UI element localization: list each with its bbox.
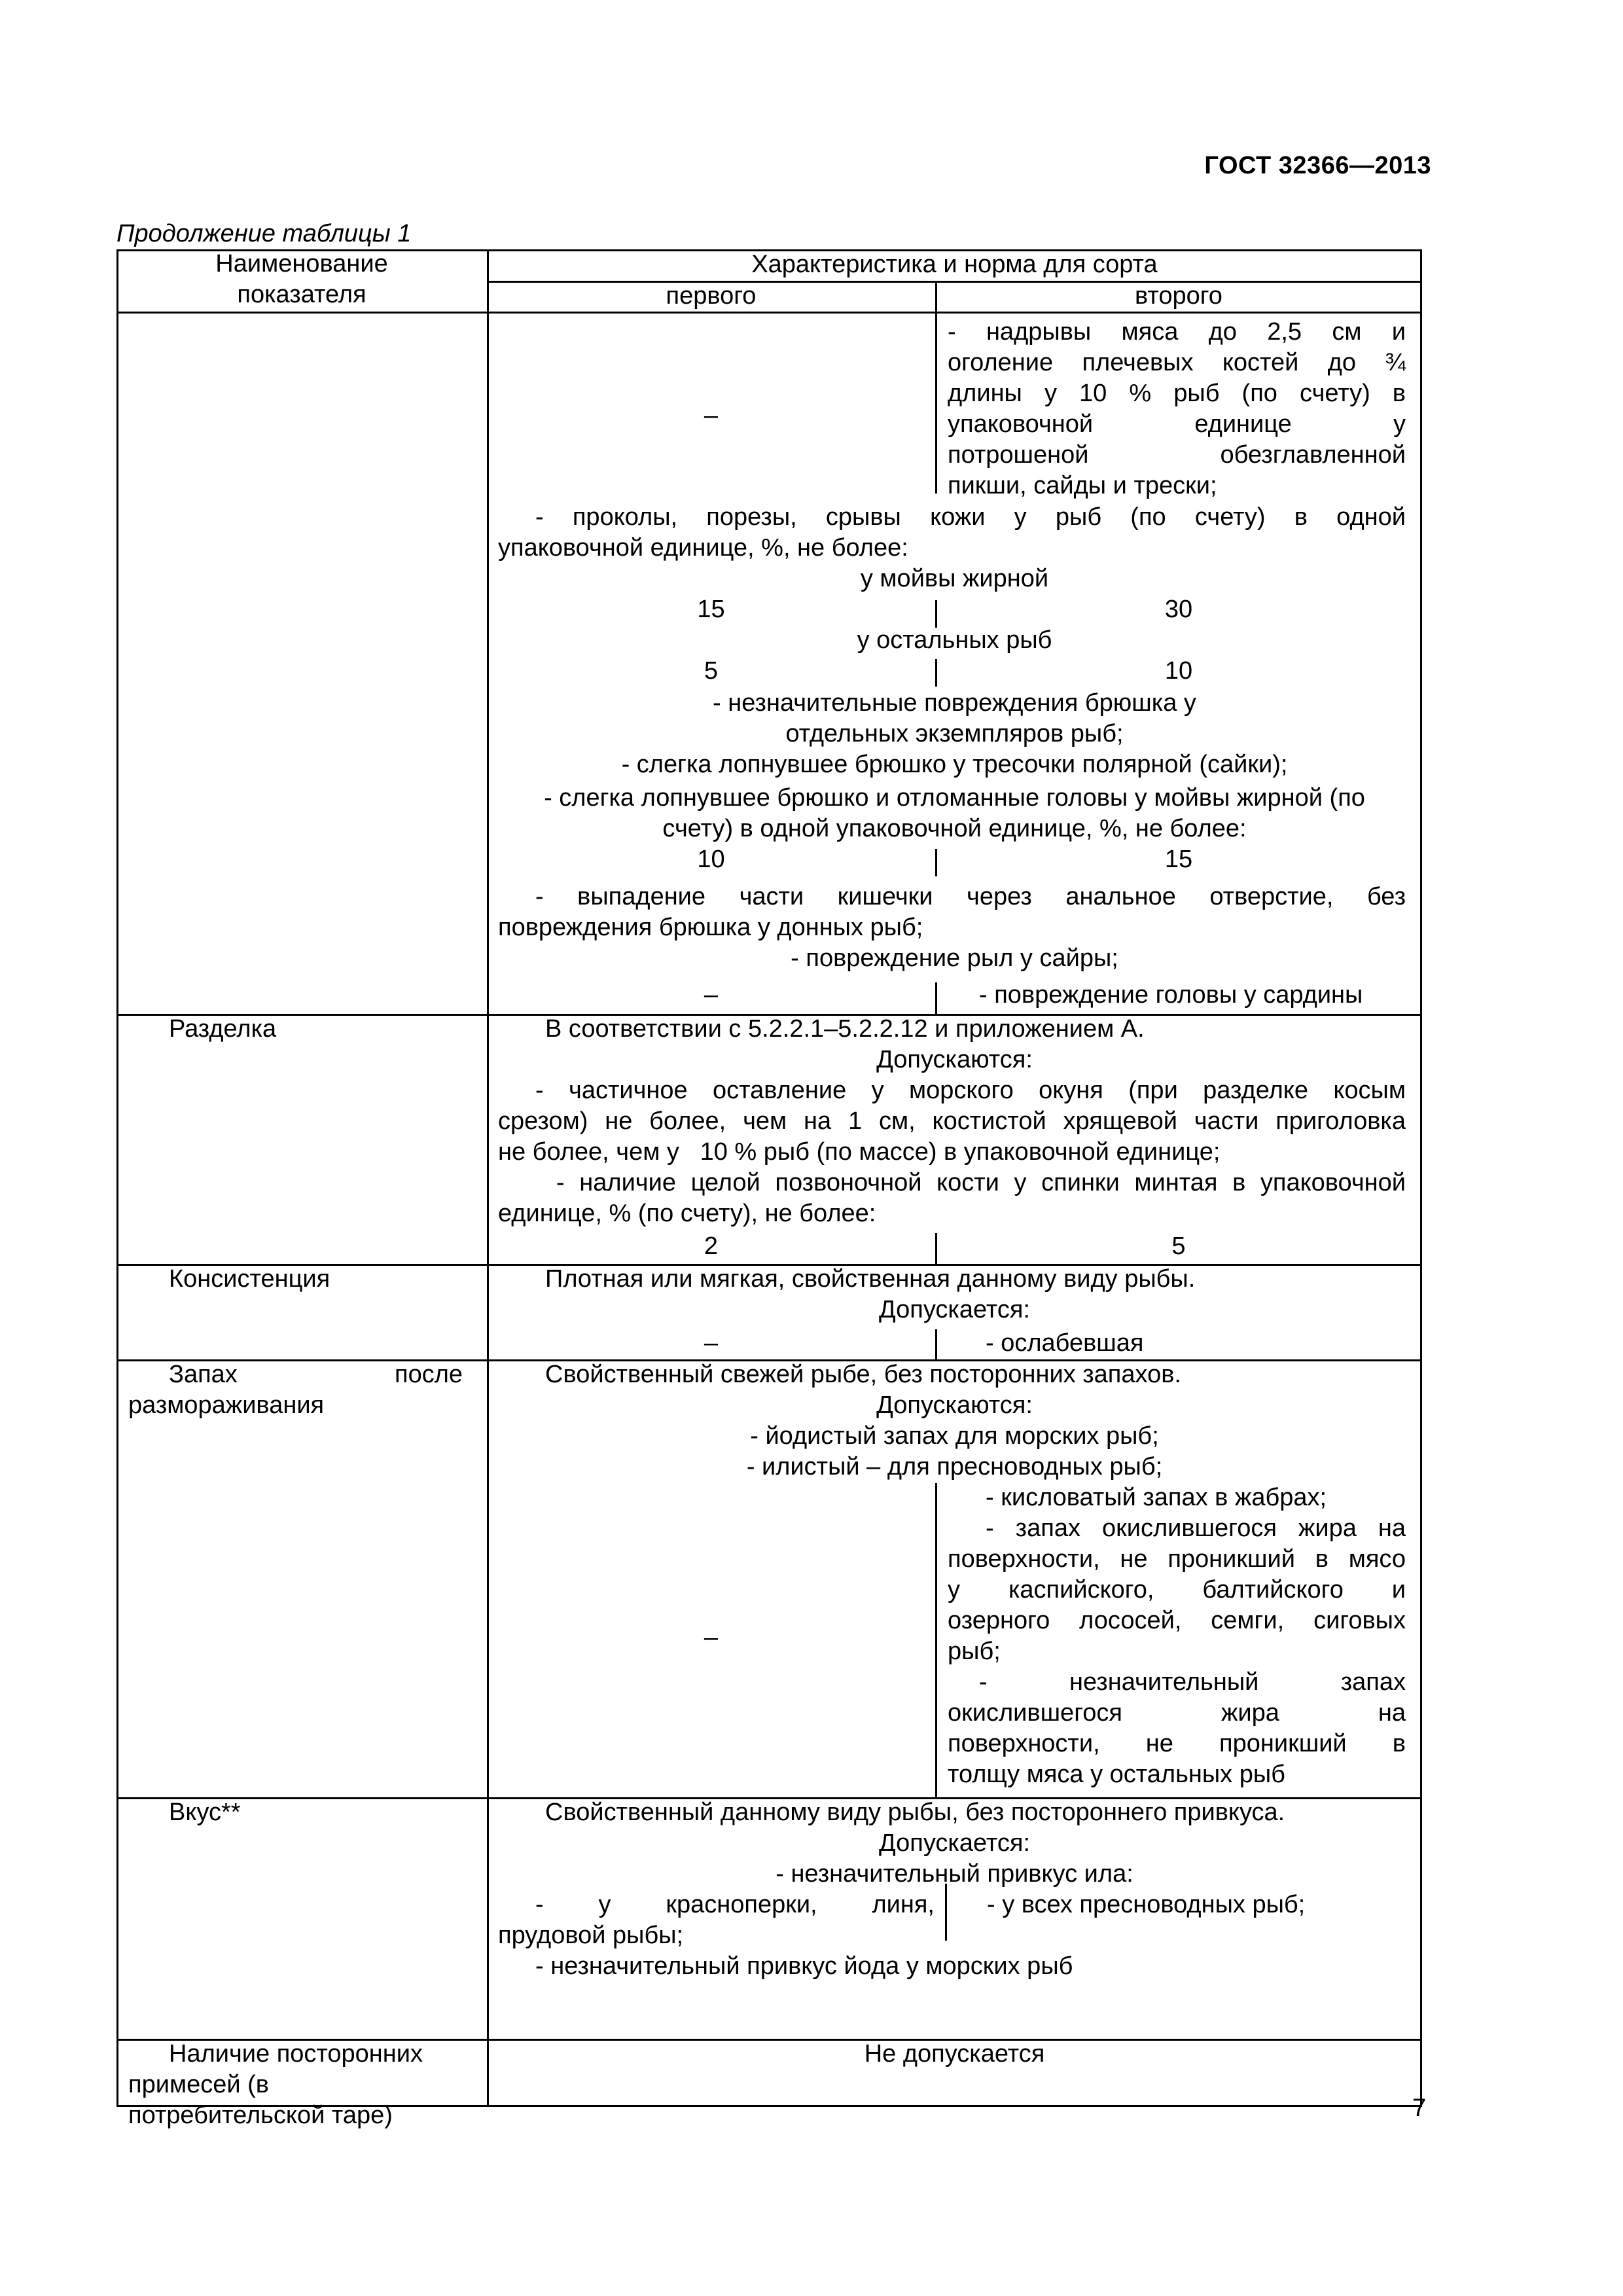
indicator-name: после	[395, 1361, 463, 1388]
requirement-text: Свойственный свежей рыбе, без посторонних запахов.	[545, 1361, 1181, 1388]
indicator-name: потребительской таре)	[128, 2102, 393, 2129]
first-sort-value: 10	[697, 846, 725, 873]
header-sort-group: Характеристика и норма для сорта	[751, 251, 1158, 278]
requirement-text: - выпадение части кишечки через анальное отверстие, без	[535, 883, 1406, 910]
first-sort-value: –	[704, 981, 719, 1009]
requirement-text: - йодистый запах для морских рыб;	[750, 1422, 1159, 1450]
requirement-text: Допускается:	[878, 1829, 1031, 1857]
table-border-left	[116, 249, 118, 2107]
header-second-sort: второго	[1135, 282, 1222, 310]
second-sort-value: 10	[1164, 657, 1193, 685]
header-indicator-name: показателя	[237, 281, 366, 308]
second-sort-text: озерного лососей, семги, сиговых	[948, 1607, 1406, 1634]
second-sort-text: - надрывы мяса до 2,5 см и	[948, 318, 1406, 346]
header-first-sort: первого	[666, 282, 757, 310]
sort-divider	[935, 1329, 937, 1359]
second-sort-text: рыб;	[948, 1638, 1001, 1665]
requirement-text: Плотная или мягкая, свойственная данному виду рыбы.	[545, 1265, 1196, 1293]
subgroup-label: у мойвы жирной	[860, 565, 1049, 592]
first-sort-value: –	[704, 402, 719, 429]
requirement-text: единице, % (по счету), не более:	[498, 1200, 876, 1227]
header-indicator-name: Наименование	[215, 250, 388, 278]
first-sort-value: 2	[704, 1232, 719, 1260]
sort-divider	[935, 1483, 937, 1797]
requirement-text: Допускаются:	[876, 1391, 1033, 1419]
indicator-name: размораживания	[128, 1391, 325, 1419]
second-sort-value: 30	[1164, 596, 1193, 623]
second-sort-text: - повреждение головы у сардины	[979, 981, 1363, 1009]
second-sort-text: упаковочной единице у	[948, 410, 1406, 438]
requirement-text: повреждения брюшка у донных рыб;	[498, 914, 923, 941]
characteristics-table	[116, 249, 1422, 2129]
requirement-text: Свойственный данному виду рыбы, без постороннего привкуса.	[545, 1799, 1285, 1826]
first-sort-text: - у красноперки, линя,	[535, 1891, 935, 1918]
subgroup-label: у остальных рыб	[857, 626, 1052, 654]
requirement-text: срезом) не более, чем на 1 см, костистой хрящевой части приголовка	[498, 1107, 1406, 1135]
second-sort-text: - запах окислившегося жира на	[986, 1515, 1406, 1542]
indicator-name: Наличие посторонних	[169, 2040, 423, 2068]
indicator-name: примесей (в	[128, 2071, 269, 2098]
requirement-text: - незначительный привкус ила:	[776, 1860, 1133, 1888]
first-sort-value: –	[704, 1624, 719, 1651]
requirement-text: упаковочной единице, %, не более:	[498, 534, 908, 562]
second-sort-text: толщу мяса у остальных рыб	[948, 1761, 1285, 1788]
requirement-text: - илистый – для пресноводных рыб;	[746, 1453, 1163, 1480]
indicator-name: Запах	[169, 1361, 238, 1388]
first-sort-value: 15	[697, 596, 725, 623]
document-header: ГОСТ 32366—2013	[1204, 152, 1431, 179]
second-sort-text: потрошеной обезглавленной	[948, 441, 1406, 469]
table-caption: Продолжение таблицы 1	[116, 220, 412, 247]
sort-divider	[935, 312, 937, 493]
second-sort-text: окислившегося жира на	[948, 1699, 1406, 1727]
second-sort-value: 15	[1164, 846, 1193, 873]
indicator-name: Консистенция	[169, 1265, 330, 1293]
sort-divider	[935, 982, 937, 1014]
first-sort-value: 5	[704, 657, 719, 685]
requirement-text: - незначительные повреждения брюшка у	[713, 689, 1196, 717]
indicator-name: Разделка	[169, 1015, 277, 1043]
second-sort-text: - у всех пресноводных рыб;	[987, 1891, 1306, 1918]
second-sort-text: - ослабевшая	[986, 1329, 1144, 1357]
indicator-name: Вкус**	[169, 1799, 241, 1826]
requirement-text: - слегка лопнувшее брюшко и отломанные головы у мойвы жирной (по	[544, 784, 1365, 812]
first-sort-value: –	[704, 1329, 719, 1357]
requirement-text: - проколы, порезы, срывы кожи у рыб (по счету) в одной	[535, 503, 1406, 531]
requirement-text: - слегка лопнувшее брюшко у тресочки полярной (сайки);	[621, 751, 1288, 778]
second-sort-text: - кисловатый запах в жабрах;	[986, 1484, 1327, 1511]
requirement-text: В соответствии с 5.2.2.1–5.2.2.12 и приложением А.	[545, 1015, 1145, 1043]
requirement-text: - частичное оставление у морского окуня (при разделке косым	[535, 1077, 1406, 1104]
requirement-text: - наличие целой позвоночной кости у спинки минтая в упаковочной	[556, 1169, 1406, 1196]
second-sort-text: длины у 10 % рыб (по счету) в	[948, 380, 1406, 407]
requirement-text: Допускаются:	[876, 1046, 1033, 1073]
requirement-text: Не допускается	[864, 2040, 1045, 2068]
sort-divider	[945, 1884, 947, 1941]
requirement-text: - незначительный привкус йода у морских рыб	[535, 1952, 1073, 1980]
second-sort-text: - незначительный запах	[979, 1668, 1406, 1696]
requirement-text: счету) в одной упаковочной единице, %, не более:	[662, 815, 1247, 842]
requirement-text: не более, чем у 10 % рыб (по массе) в упаковочной единице;	[498, 1138, 1221, 1166]
second-sort-text: пикши, сайды и трески;	[948, 472, 1217, 499]
second-sort-text: поверхности, не проникший в мясо	[948, 1545, 1406, 1573]
requirement-text: отдельных экземпляров рыб;	[785, 720, 1124, 747]
second-sort-text: поверхности, не проникший в	[948, 1730, 1406, 1757]
page-number: 7	[1412, 2094, 1427, 2122]
second-sort-text: оголение плечевых костей до ¾	[948, 349, 1406, 376]
second-sort-text: у каспийского, балтийского и	[948, 1576, 1406, 1604]
second-sort-value: 5	[1171, 1232, 1186, 1260]
requirement-text: - повреждение рыл у сайры;	[791, 944, 1118, 972]
first-sort-text: прудовой рыбы;	[498, 1922, 684, 1949]
requirement-text: Допускается:	[878, 1296, 1031, 1323]
